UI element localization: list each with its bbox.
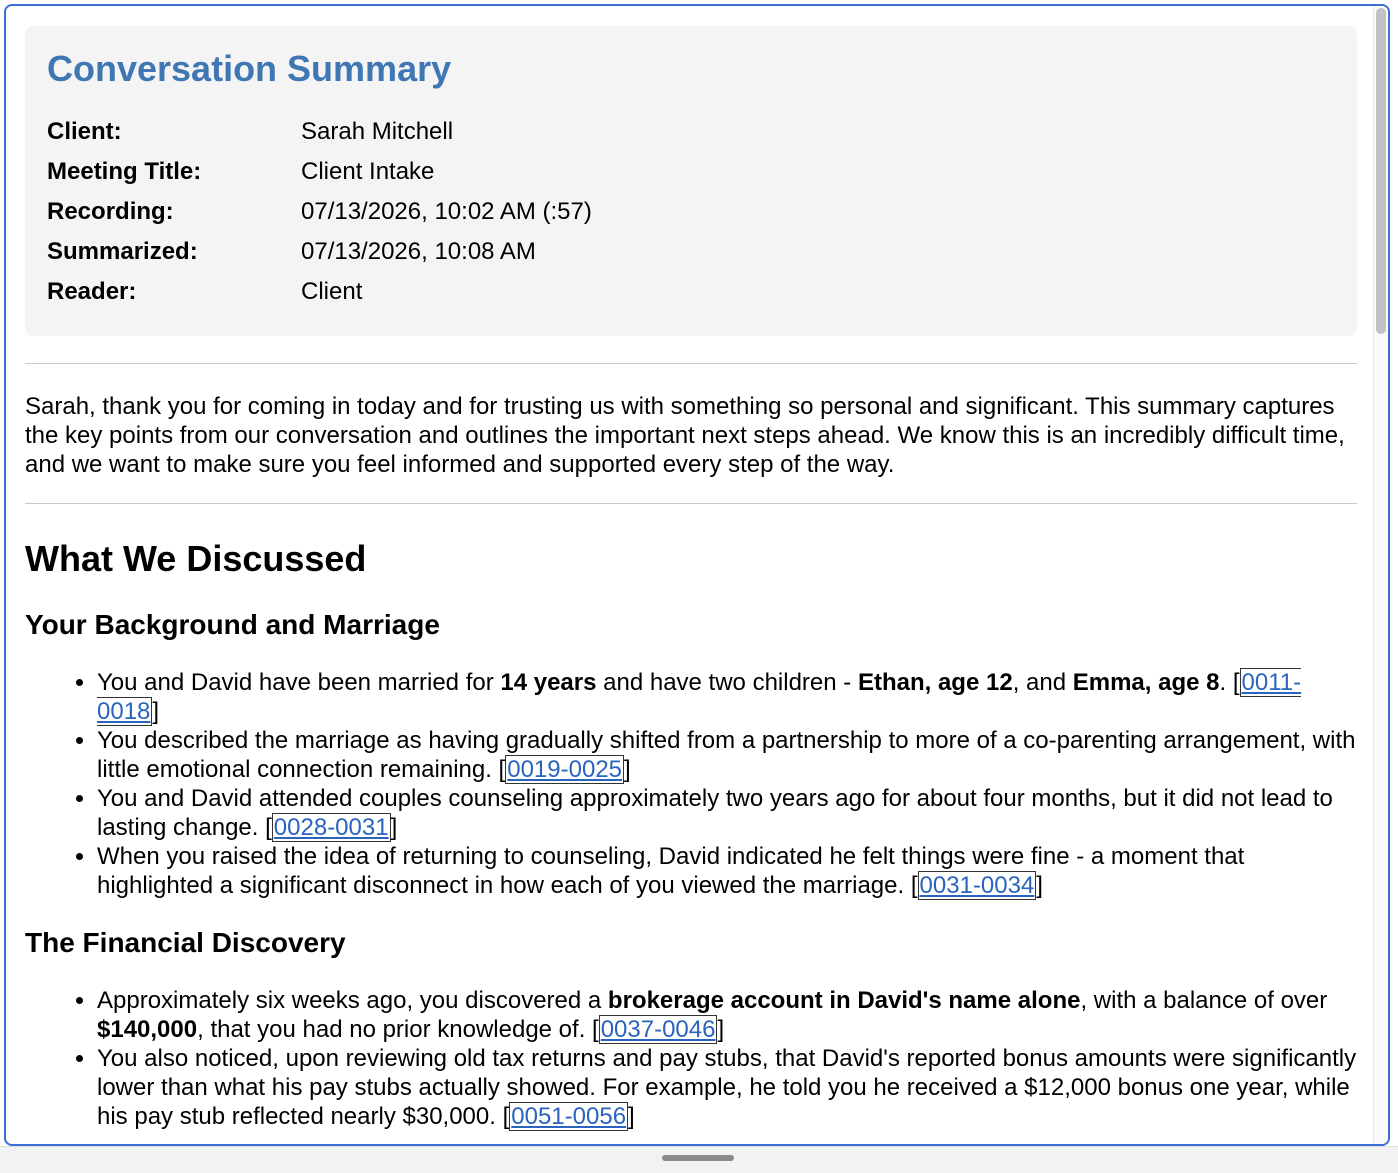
item-text: ] — [628, 1103, 635, 1130]
item-text: ] — [152, 698, 160, 725]
list-item — [97, 986, 1357, 1044]
list-item — [97, 1044, 1357, 1131]
meta-value: Client — [301, 278, 363, 305]
list-item — [97, 842, 1357, 900]
item-bold: Emma, age 8 — [1072, 669, 1220, 696]
transcript-ref-link[interactable]: 0028-0031 — [273, 814, 389, 841]
meta-row-meeting-title — [47, 152, 1335, 192]
meta-row-client — [47, 112, 1335, 152]
summary-window — [4, 4, 1390, 1146]
item-text: You described the marriage as having gradually shifted from a partnership to more of a co-parenting arrangement, with little emotional connection remaining. [ — [97, 727, 1356, 783]
resize-grip-handle[interactable] — [662, 1155, 734, 1161]
item-text: . [ — [1219, 669, 1240, 696]
intro-paragraph: Sarah, thank you for coming in today and for trusting us with something so personal and significant. This summary captures the key points from our conversation and outlines the important next steps ahead. We know this is an incredibly difficult time, and we want to make sure you feel informed and supported every step of the way. — [25, 393, 1345, 478]
item-text: ] — [717, 1016, 725, 1043]
transcript-ref-link[interactable]: 0051-0056 — [511, 1103, 627, 1130]
meta-value: Client Intake — [301, 158, 435, 185]
item-text: , that you had no prior knowledge of. [ — [197, 1016, 599, 1043]
meta-label: Client: — [47, 118, 122, 145]
list-item — [97, 668, 1357, 726]
meta-label: Recording: — [47, 198, 174, 225]
meta-label: Summarized: — [47, 238, 198, 265]
item-text: ] — [624, 756, 631, 783]
item-text: Approximately six weeks ago, you discovered a — [97, 987, 608, 1014]
item-bold: 14 years — [500, 669, 597, 696]
summary-header-card — [25, 26, 1357, 336]
item-bold: brokerage account in David's name alone — [607, 987, 1081, 1014]
meta-row-summarized — [47, 232, 1335, 272]
item-bold: $140,000 — [97, 1016, 198, 1043]
transcript-ref-link[interactable]: 0031-0034 — [919, 872, 1035, 899]
background-list — [25, 668, 1357, 900]
meta-row-reader — [47, 272, 1335, 312]
page-title: Conversation Summary — [47, 48, 452, 89]
item-text: You and David have been married for — [97, 669, 501, 696]
transcript-ref-link[interactable]: 0019-0025 — [507, 756, 623, 783]
item-text: and have two children - — [596, 669, 858, 696]
meta-value: Sarah Mitchell — [301, 118, 454, 145]
bottom-resize-bar — [0, 1146, 1398, 1173]
list-item — [97, 784, 1357, 842]
summary-scroll-area[interactable] — [6, 6, 1374, 1144]
transcript-ref-link[interactable]: 0011-0018 — [97, 669, 1302, 725]
item-text: ] — [390, 814, 398, 841]
meta-row-recording — [47, 192, 1335, 232]
meta-label: Meeting Title: — [47, 158, 202, 185]
vertical-scrollbar[interactable] — [1373, 6, 1388, 1144]
subsection-title-background: Your Background and Marriage — [25, 609, 440, 640]
scrollbar-thumb[interactable] — [1376, 8, 1386, 334]
financial-list — [25, 986, 1357, 1131]
meta-value: 07/13/2026, 10:08 AM — [301, 238, 536, 265]
section-title-what-we-discussed: What We Discussed — [25, 538, 367, 579]
meta-value: 07/13/2026, 10:02 AM (:57) — [301, 198, 592, 225]
item-bold: Ethan, age 12 — [857, 669, 1013, 696]
subsection-title-financial: The Financial Discovery — [25, 927, 346, 958]
item-text: You and David attended couples counseling approximately two years ago for about four months, but it did not lead to lasting change. [ — [97, 785, 1333, 841]
item-text: ] — [1036, 872, 1043, 899]
item-text: When you raised the idea of returning to counseling, David indicated he felt things were fine - a moment that highlighted a significant disconnect in how each of you viewed the marriage. [ — [97, 843, 1245, 899]
divider — [25, 503, 1357, 504]
list-item — [97, 726, 1357, 784]
transcript-ref-link[interactable]: 0037-0046 — [600, 1016, 716, 1043]
item-text: You also noticed, upon reviewing old tax returns and pay stubs, that David's reported bonus amounts were significantly lower than what his pay stubs actually showed. For example, he told you he received a $12,000 bonus one year, while his pay stub reflected nearly $30,000. [ — [97, 1045, 1357, 1130]
item-text: , and — [1012, 669, 1073, 696]
meta-label: Reader: — [47, 278, 137, 305]
divider — [25, 363, 1357, 364]
item-text: , with a balance of over — [1080, 987, 1328, 1014]
